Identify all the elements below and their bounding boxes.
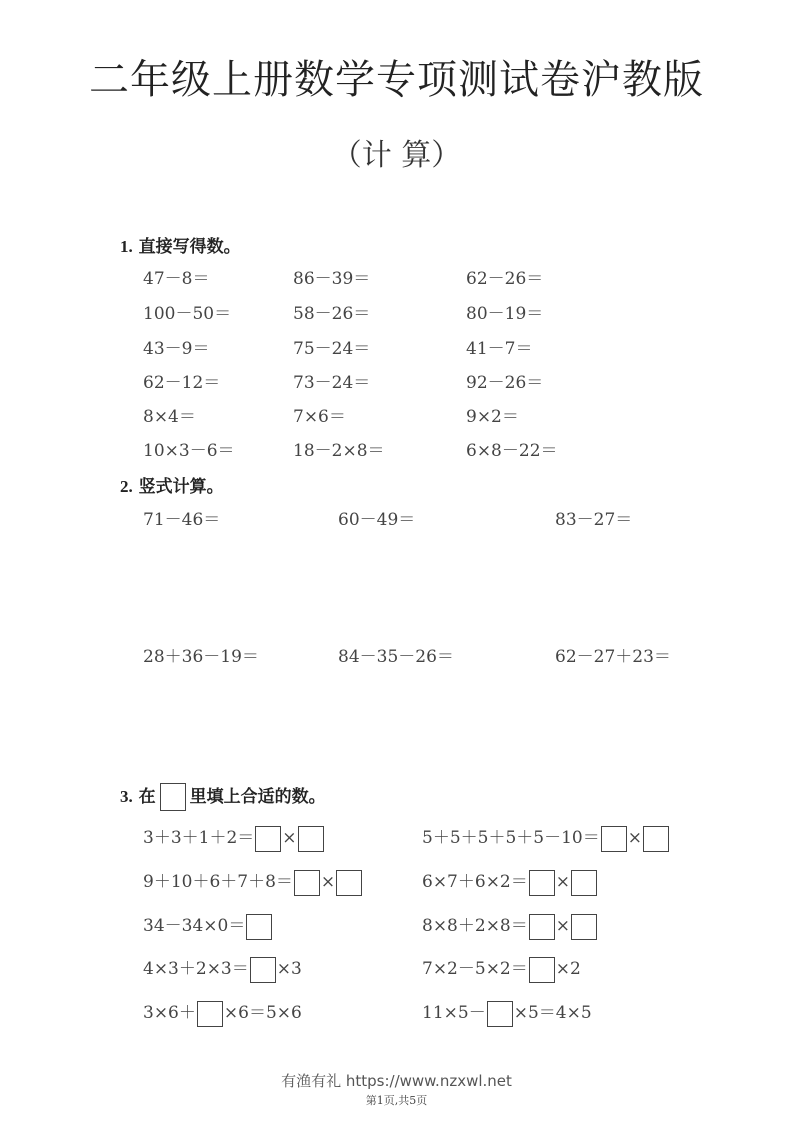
section-1-number: 1. bbox=[120, 237, 133, 256]
equation-text: 8×8＋2×8＝ bbox=[422, 916, 528, 936]
operator-text: ×2 bbox=[555, 959, 581, 979]
problem: 92－26＝ bbox=[466, 373, 544, 393]
answer-box[interactable] bbox=[250, 957, 276, 983]
fill-problem bbox=[422, 955, 581, 983]
footer-watermark: 有渔有礼 https://www.nzxwl.net bbox=[281, 1072, 512, 1090]
equation-text: 3＋3＋1＋2＝ bbox=[143, 828, 255, 848]
problem: 9×2＝ bbox=[466, 407, 519, 427]
fill-problem bbox=[422, 999, 592, 1027]
answer-box[interactable] bbox=[294, 870, 320, 896]
problem: 6×8－22＝ bbox=[466, 441, 558, 461]
fill-problem bbox=[422, 824, 670, 852]
operator-text: × bbox=[320, 872, 336, 892]
answer-box[interactable] bbox=[529, 914, 555, 940]
fill-problem bbox=[143, 912, 273, 940]
page-title: 二年级上册数学专项测试卷沪教版 bbox=[89, 57, 704, 103]
page-subtitle: （计 算） bbox=[331, 138, 462, 173]
answer-box[interactable] bbox=[197, 1001, 223, 1027]
operator-text: ×6＝5×6 bbox=[223, 1003, 302, 1023]
problem: 8×4＝ bbox=[143, 407, 196, 427]
problem: 62－26＝ bbox=[466, 269, 544, 289]
problem: 47－8＝ bbox=[143, 269, 210, 289]
equation-text: 6×7＋6×2＝ bbox=[422, 872, 528, 892]
answer-box[interactable] bbox=[601, 826, 627, 852]
operator-text: ×3 bbox=[276, 959, 302, 979]
problem: 28＋36－19＝ bbox=[143, 647, 259, 667]
equation-text: 5＋5＋5＋5＋5－10＝ bbox=[422, 828, 600, 848]
equation-text: 3×6＋ bbox=[143, 1003, 196, 1023]
problem: 18－2×8＝ bbox=[293, 441, 385, 461]
answer-box[interactable] bbox=[246, 914, 272, 940]
answer-box bbox=[160, 783, 186, 811]
operator-text: × bbox=[627, 828, 642, 848]
problem: 80－19＝ bbox=[466, 304, 544, 324]
problem: 71－46＝ bbox=[143, 510, 221, 530]
section-2-heading bbox=[120, 472, 224, 497]
problem: 83－27＝ bbox=[555, 510, 633, 530]
section-1-heading bbox=[120, 232, 241, 257]
equation-text: 9＋10＋6＋7＋8＝ bbox=[143, 872, 293, 892]
section-1-label: 直接写得数。 bbox=[138, 237, 241, 257]
section-2-number: 2. bbox=[120, 477, 133, 496]
section-3-heading bbox=[120, 782, 326, 812]
equation-text: 11×5－ bbox=[422, 1003, 486, 1023]
answer-box[interactable] bbox=[487, 1001, 513, 1027]
fill-problem bbox=[143, 824, 325, 852]
section-3-label-after: 里填上合适的数。 bbox=[189, 787, 326, 807]
answer-box[interactable] bbox=[336, 870, 362, 896]
operator-text: × bbox=[555, 872, 571, 892]
equation-text: 4×3＋2×3＝ bbox=[143, 959, 249, 979]
fill-problem bbox=[422, 912, 598, 940]
section-2-label: 竖式计算。 bbox=[138, 477, 224, 497]
answer-box[interactable] bbox=[255, 826, 281, 852]
problem: 75－24＝ bbox=[293, 339, 371, 359]
operator-text: × bbox=[282, 828, 297, 848]
problem: 10×3－6＝ bbox=[143, 441, 235, 461]
problem: 41－7＝ bbox=[466, 339, 533, 359]
problem: 60－49＝ bbox=[338, 510, 416, 530]
fill-problem bbox=[422, 868, 598, 896]
problem: 7×6＝ bbox=[293, 407, 346, 427]
problem: 100－50＝ bbox=[143, 304, 232, 324]
fill-problem bbox=[143, 955, 302, 983]
answer-box[interactable] bbox=[571, 914, 597, 940]
page-number: 第1页,共5页 bbox=[365, 1094, 428, 1107]
answer-box[interactable] bbox=[529, 957, 555, 983]
equation-text: 34－34×0＝ bbox=[143, 916, 246, 936]
problem: 86－39＝ bbox=[293, 269, 371, 289]
problem: 62－12＝ bbox=[143, 373, 221, 393]
fill-problem bbox=[143, 868, 363, 896]
fill-problem bbox=[143, 999, 302, 1027]
problem: 58－26＝ bbox=[293, 304, 371, 324]
section-3-number: 3. bbox=[120, 787, 133, 806]
answer-box[interactable] bbox=[643, 826, 669, 852]
answer-box[interactable] bbox=[529, 870, 555, 896]
problem: 84－35－26＝ bbox=[338, 647, 454, 667]
operator-text: × bbox=[555, 916, 571, 936]
problem: 43－9＝ bbox=[143, 339, 210, 359]
answer-box[interactable] bbox=[571, 870, 597, 896]
operator-text: ×5＝4×5 bbox=[513, 1003, 592, 1023]
answer-box[interactable] bbox=[298, 826, 324, 852]
problem: 73－24＝ bbox=[293, 373, 371, 393]
problem: 62－27＋23＝ bbox=[555, 647, 671, 667]
section-3-label-before: 在 bbox=[138, 787, 156, 807]
equation-text: 7×2－5×2＝ bbox=[422, 959, 528, 979]
